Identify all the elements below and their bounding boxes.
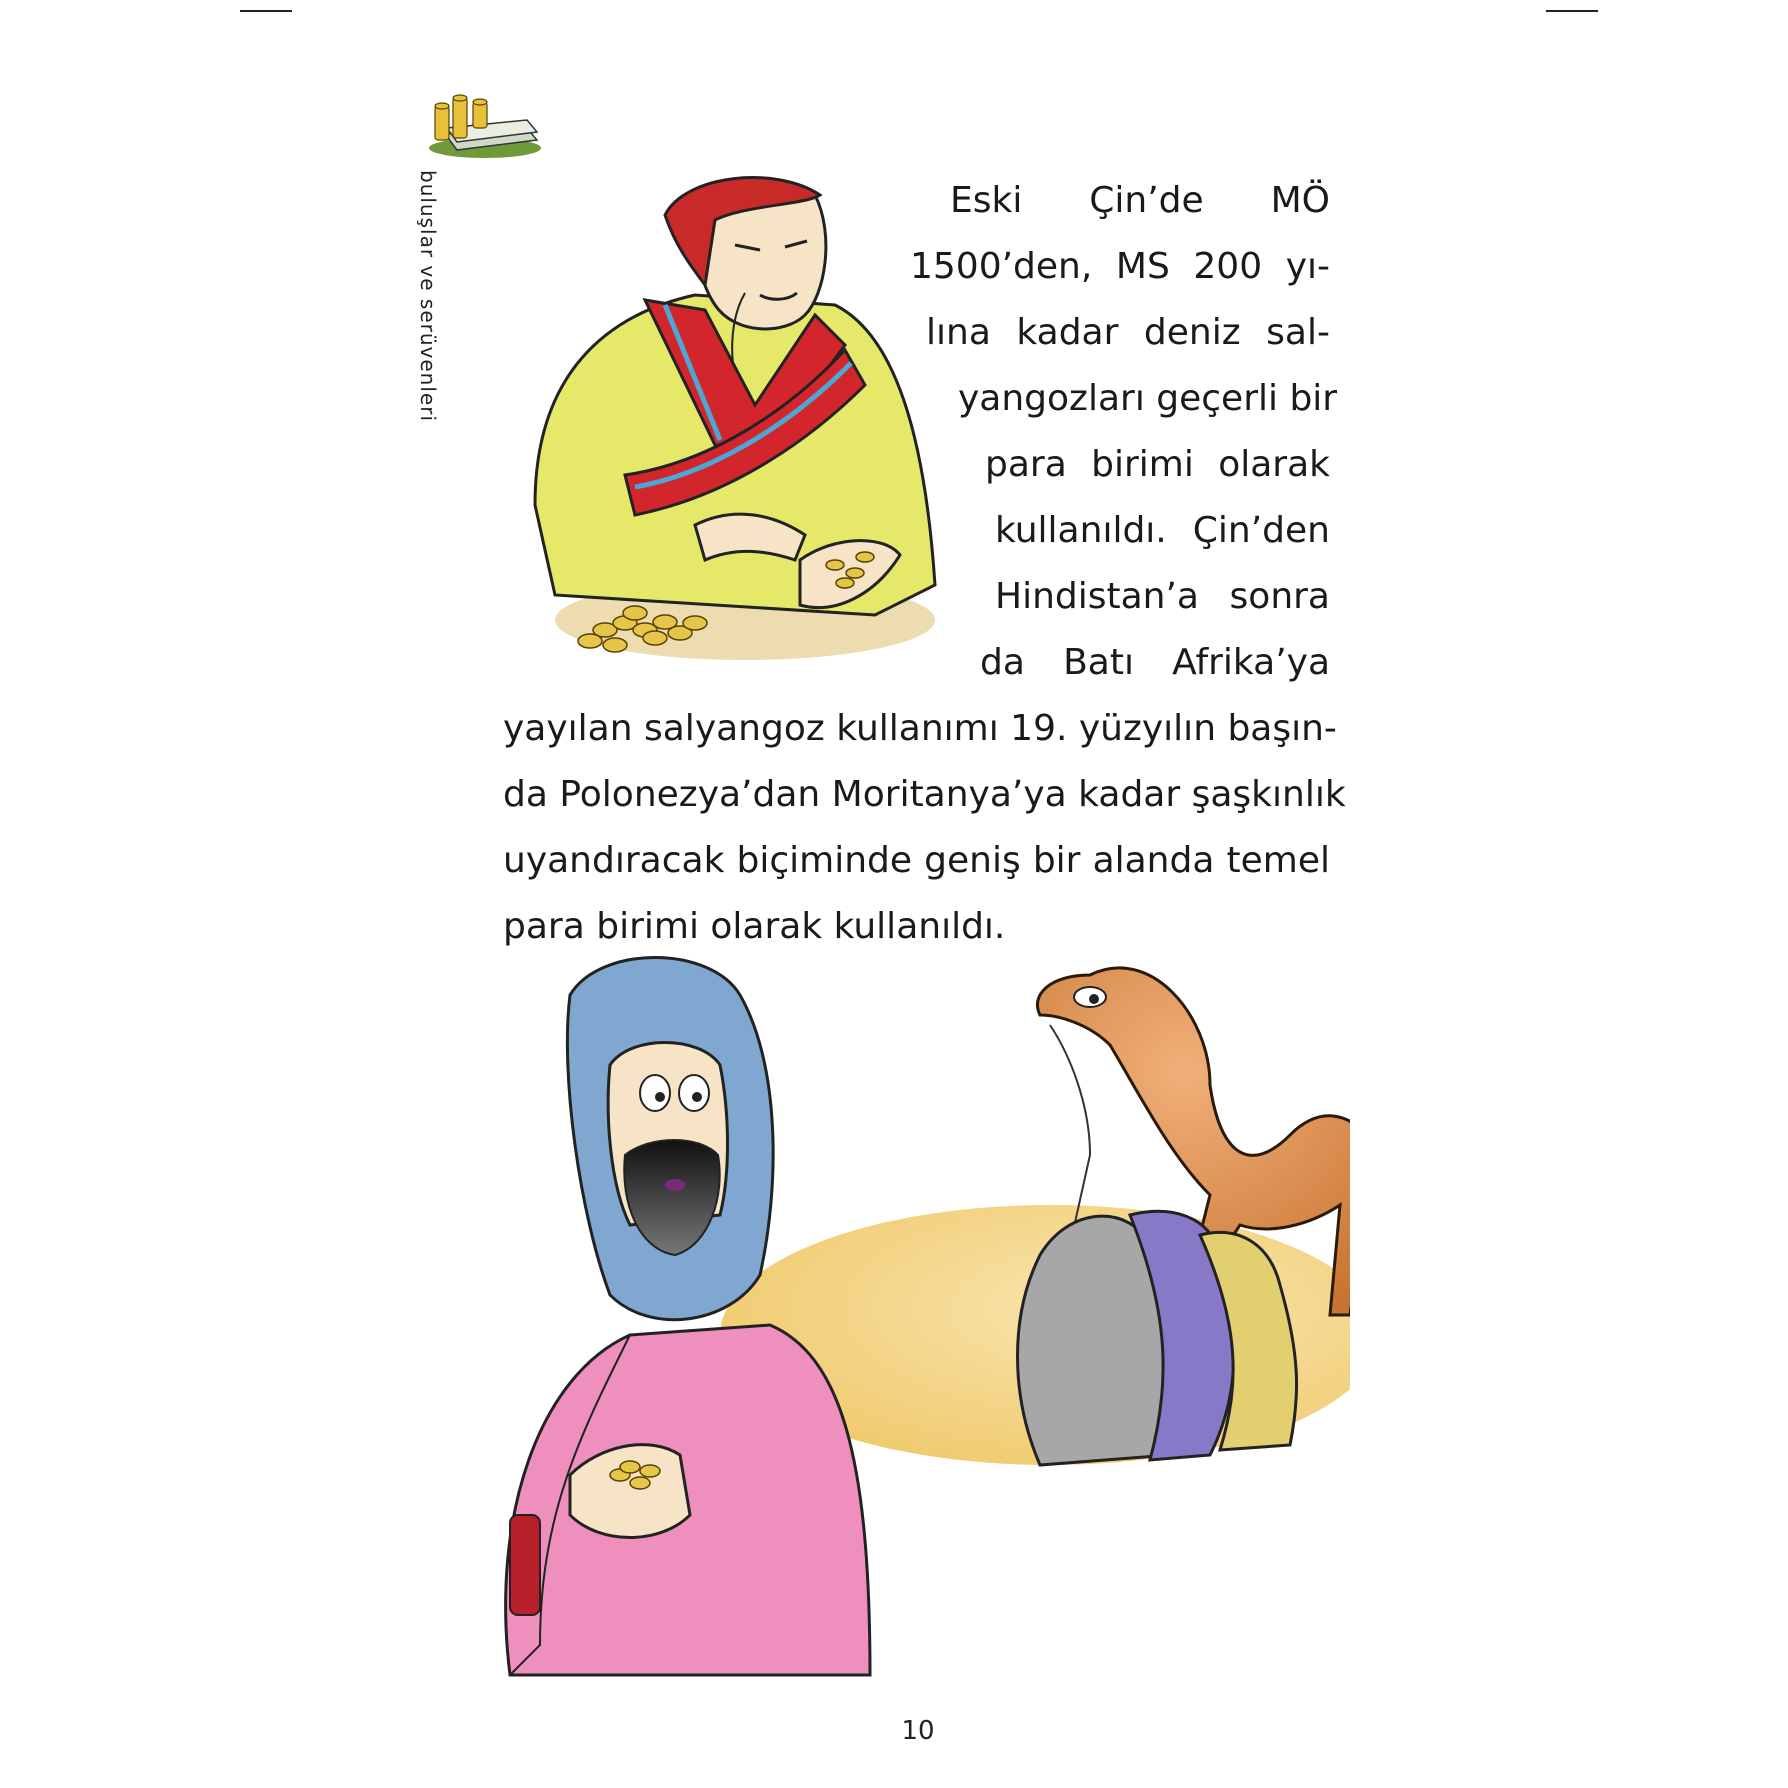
crop-mark-left	[240, 10, 292, 12]
chinese-merchant-illustration	[515, 175, 955, 675]
side-title-text: buluşlar ve serüvenleri	[416, 170, 440, 422]
coins-and-banknotes-icon	[425, 88, 545, 160]
body-line-8: da Batı Afrika’ya	[980, 642, 1330, 683]
body-line-1: Eski Çin’de MÖ	[950, 180, 1330, 221]
desert-trader-illustration	[450, 955, 1350, 1695]
body-line-10: da Polonezya’dan Moritanya’ya kadar şaşkınlık	[503, 774, 1346, 815]
side-title	[416, 170, 440, 430]
body-line-9: yayılan salyangoz kullanımı 19. yüzyılın başın-	[503, 708, 1337, 749]
body-line-5: para birimi olarak	[985, 444, 1330, 485]
body-line-6: kullanıldı. Çin’den	[995, 510, 1330, 551]
crop-mark-right	[1546, 10, 1598, 12]
page-number: 10	[901, 1716, 935, 1746]
body-line-11: uyandıracak biçiminde geniş bir alanda temel	[503, 840, 1330, 881]
body-line-12: para birimi olarak kullanıldı.	[503, 906, 1006, 947]
body-line-2: 1500’den, MS 200 yı-	[910, 246, 1330, 287]
body-line-4: yangozları geçerli bir	[958, 378, 1338, 419]
body-line-3: lına kadar deniz sal-	[926, 312, 1330, 353]
body-line-7: Hindistan’a sonra	[995, 576, 1330, 617]
